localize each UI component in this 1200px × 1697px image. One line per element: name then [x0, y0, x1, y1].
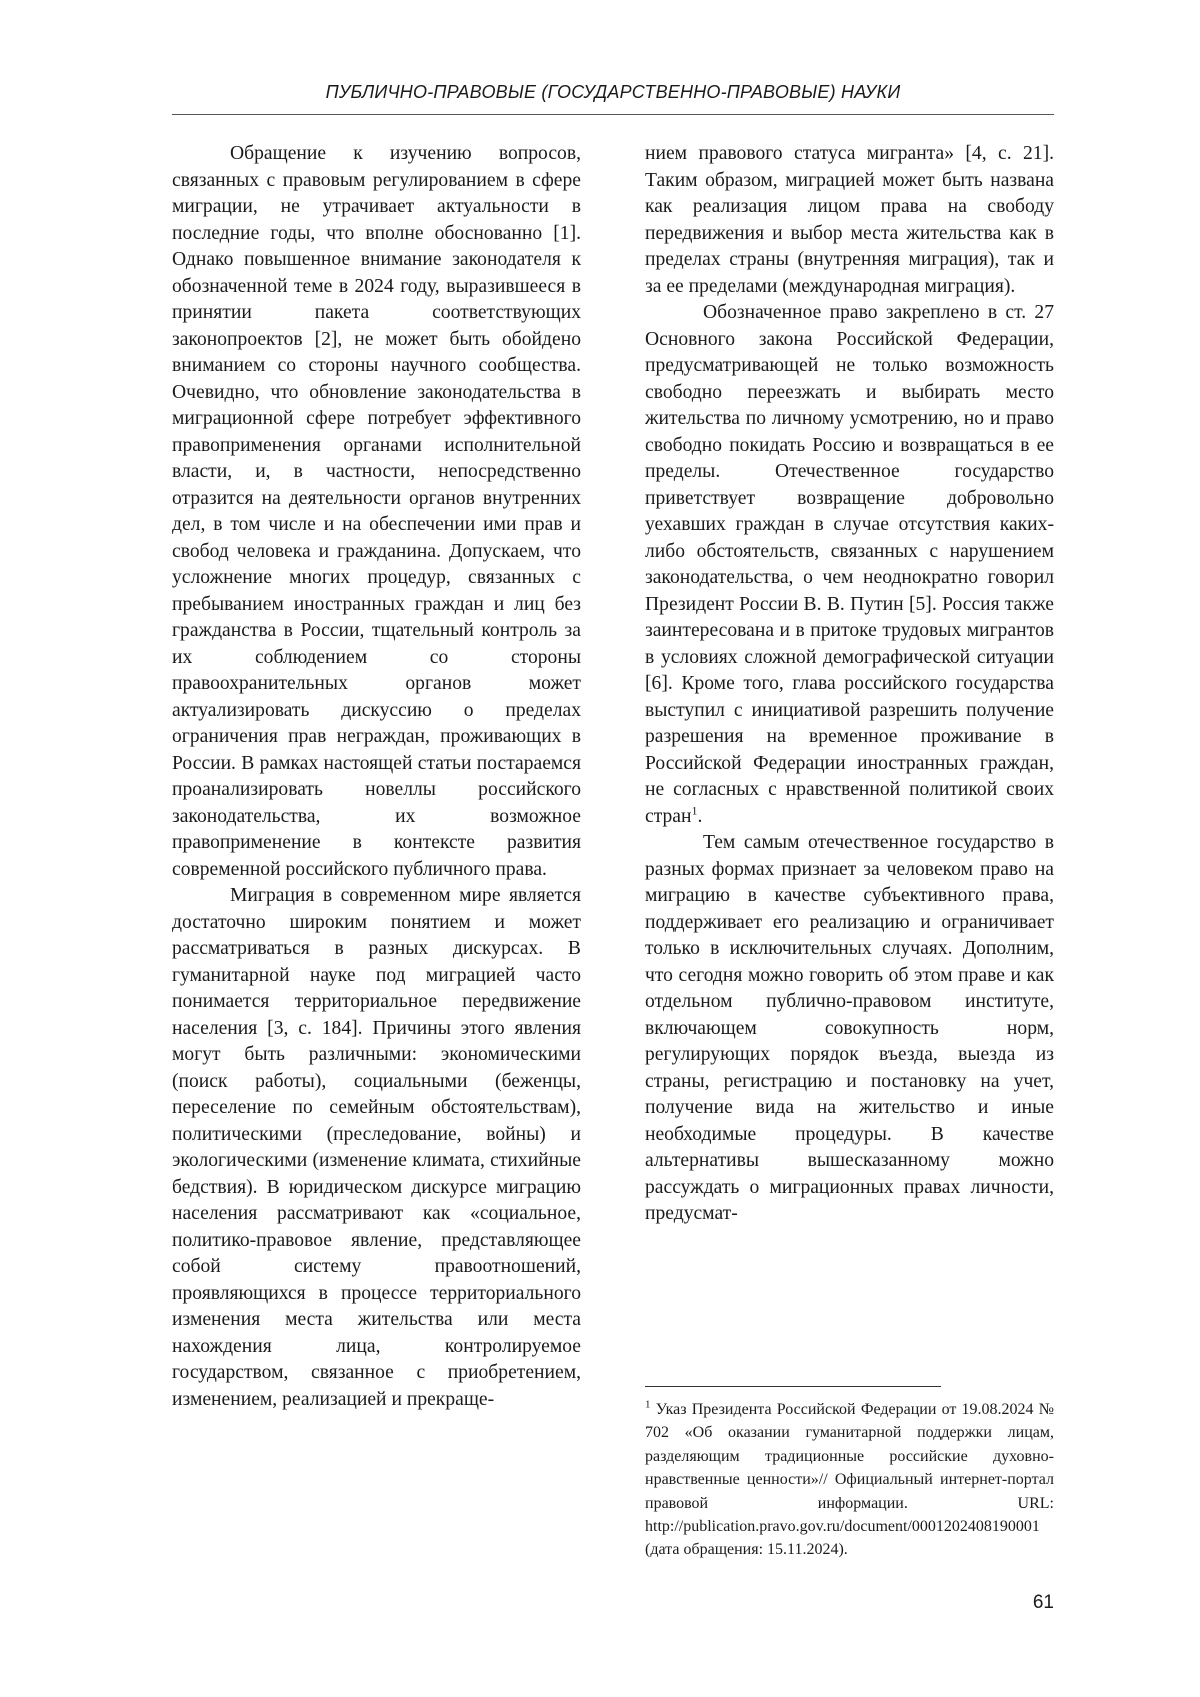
paragraph-constitution-art27	[645, 300, 1054, 830]
paragraph-continuation: нием правового статуса мигранта» [4, с. 21]. Таким образом, миграцией может быть названа как реализация лицом права на свободу передвижения и выбор места жительства как в пределах страны (внутренняя миграция), так и за ее пределами (международная миграция).	[645, 143, 1054, 297]
sentence-end-period: .	[697, 805, 703, 827]
paragraph-right-to-migration: Тем самым отечественное государство в разных формах признает за человеком право на миграцию в качестве субъективного права, поддерживает его реализацию и ограничивает только в исключительных случаях. Дополним, что сегодня можно говорить об этом праве и как отдельном публично-правовом институте, включающем совокупность норм, регулирующих порядок въезда, выезда из страны, регистрацию и постановку на учет, получение вида на жительство и иные необходимые процедуры. В качестве альтернативы вышесказанному можно рассуждать о миграционных правах личности, предусмат-	[645, 832, 1054, 1224]
footnote	[645, 1398, 1054, 1562]
left-column	[172, 141, 581, 1413]
footnote-text-block	[645, 1398, 1054, 1562]
page-number: 61	[1032, 1592, 1054, 1613]
running-head-title: ПУБЛИЧНО-ПРАВОВЫЕ (ГОСУДАРСТВЕННО-ПРАВОВЫЕ) НАУКИ	[325, 82, 901, 102]
paragraph-intro: Обращение к изучению вопросов, связанных с правовым регулированием в сфере миграции, не утрачивает актуальности в последние годы, что вполне обоснованно [1]. Однако повышенное внимание законодателя к обозначенной теме в 2024 году, выразившееся в принятии пакета соответствующих законопроектов [2], не может быть обойдено вниманием со стороны научного сообщества. Очевидно, что обновление законодательства в миграционной сфере потребует эффективного правоприменения органами исполнительной власти, и, в частности, непосредственно отразится на деятельности органов внутренних дел, в том числе и на обеспечении ими прав и свобод человека и гражданина. Допускаем, что усложнение многих процедур, связанных с пребыванием иностранных граждан и лиц без гражданства в России, тщательный контроль за их соблюдением со стороны правоохранительных органов может актуализировать дискуссию о пределах ограничения прав неграждан, проживающих в России. В рамках настоящей статьи постараемся проанализировать новеллы российского законодательства, их возможное правоприменение в контексте развития современной российского публичного права.	[172, 143, 581, 880]
paragraph-migration-definition: Миграция в современном мире является достаточно широким понятием и может рассматриваться в разных дискурсах. В гуманитарной науке под миграцией часто понимается территориальное передвижение населения [3, с. 184]. Причины этого явления могут быть различными: экономическими (поиск работы), социальными (беженцы, переселение по семейным обстоятельствам), политическими (преследование, войны) и экологическими (изменение климата, стихийные бедствия). В юридическом дискурсе миграцию населения рассматривают как «социальное, политико-правовое явление, представляющее собой систему правоотношений, проявляющихся в процессе территориального изменения места жительства или места нахождения лица, контролируемое государством, связанное с приобретением, изменением, реализацией и прекраще-	[172, 885, 581, 1410]
header-rule	[172, 114, 1054, 115]
footnote-separator	[645, 1386, 941, 1387]
footnote-mark: 1	[645, 1398, 651, 1411]
paragraph-constitution-text: Обозначенное право закреплено в ст. 27 Основного закона Российской Федерации, предусматривающей не только возможность свободно переезжать и выбирать место жительства по личному усмотрению, но и право свободно покидать Россию и возвращаться в ее пределы. Отечественное государство приветствует возвращение добровольно уехавших граждан в случае отсутствия каких-либо обстоятельств, связанных с нарушением законодательства, о чем неоднократно говорил Президент России В. В. Путин [5]. Россия также заинтересована и в притоке трудовых мигрантов в условиях сложной демографической ситуации [6]. Кроме того, глава российского государства выступил с инициативой разрешить получение разрешения на временное проживание в Российской Федерации иностранных граждан, не согласных с нравственной политикой своих стран	[645, 302, 1054, 827]
right-column	[645, 141, 1054, 1228]
footnote-reference[interactable]: 1	[691, 802, 698, 817]
footnote-text: Указ Президента Российской Федерации от 19.08.2024 № 702 «Об оказании гуманитарной поддержки лицам, разделяющим традиционные российские духовно-нравственные ценности»// Официальный интернет-портал правовой информации. URL: http://publication.pravo.gov.ru/document/0001202408190001 (дата обращения: 15.11.2024).	[645, 1401, 1054, 1559]
